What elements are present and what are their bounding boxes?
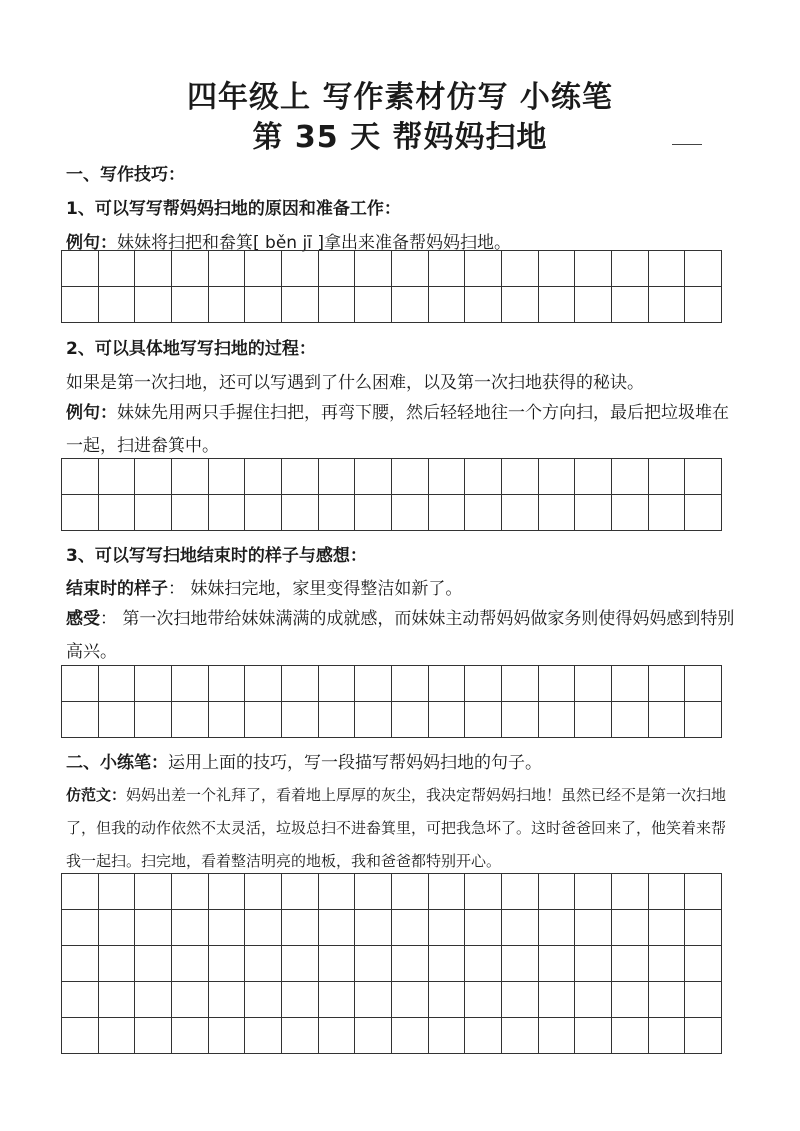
grid-cell[interactable] (575, 287, 612, 323)
grid-cell[interactable] (465, 459, 502, 495)
grid-cell[interactable] (135, 874, 172, 910)
grid-cell[interactable] (319, 666, 356, 702)
grid-cell[interactable] (282, 287, 319, 323)
writing-grid-1[interactable] (61, 250, 722, 323)
grid-cell[interactable] (612, 1018, 649, 1054)
tip-2-example (66, 397, 738, 463)
grid-cell[interactable] (135, 495, 172, 531)
grid-cell[interactable] (355, 702, 392, 738)
page-subtitle: 第 35 天 帮妈妈扫地 (252, 120, 548, 155)
grid-cell[interactable] (99, 910, 136, 946)
grid-cell[interactable] (649, 910, 686, 946)
grid-cell[interactable] (172, 874, 209, 910)
grid-cell[interactable] (135, 910, 172, 946)
grid-cell[interactable] (282, 459, 319, 495)
grid-cell[interactable] (62, 910, 99, 946)
grid-cell[interactable] (502, 910, 539, 946)
grid-cell[interactable] (502, 946, 539, 982)
grid-cell[interactable] (429, 287, 466, 323)
grid-cell[interactable] (429, 982, 466, 1018)
grid-cell[interactable] (685, 459, 722, 495)
tip-1-heading: 1、可以写写帮妈妈扫地的原因和准备工作： (66, 199, 401, 219)
grid-cell[interactable] (575, 982, 612, 1018)
grid-cell[interactable] (575, 874, 612, 910)
grid-cell[interactable] (392, 459, 429, 495)
grid-cell[interactable] (319, 1018, 356, 1054)
grid-cell[interactable] (62, 702, 99, 738)
grid-cell[interactable] (135, 946, 172, 982)
grid-cell[interactable] (99, 1018, 136, 1054)
grid-cell[interactable] (685, 251, 722, 287)
grid-cell[interactable] (355, 910, 392, 946)
model-essay-label: 仿范文： (66, 786, 127, 804)
grid-cell[interactable] (209, 287, 246, 323)
grid-cell[interactable] (649, 982, 686, 1018)
grid-cell[interactable] (172, 702, 209, 738)
grid-cell[interactable] (612, 910, 649, 946)
tip-3-ending (66, 574, 462, 599)
model-essay (66, 779, 738, 878)
grid-cell[interactable] (319, 287, 356, 323)
grid-cell[interactable] (429, 459, 466, 495)
grid-cell[interactable] (612, 874, 649, 910)
grid-cell[interactable] (465, 874, 502, 910)
example-text: 妹妹将扫把和畚箕[ běn jī ]拿出来准备帮妈妈扫地。 (117, 233, 511, 253)
grid-cell[interactable] (245, 910, 282, 946)
grid-cell[interactable] (319, 702, 356, 738)
grid-cell[interactable] (62, 495, 99, 531)
grid-cell[interactable] (392, 702, 429, 738)
grid-cell[interactable] (649, 1018, 686, 1054)
grid-cell[interactable] (465, 702, 502, 738)
grid-cell[interactable] (539, 702, 576, 738)
grid-cell[interactable] (62, 287, 99, 323)
grid-cell[interactable] (429, 946, 466, 982)
grid-cell[interactable] (392, 287, 429, 323)
grid-cell[interactable] (319, 251, 356, 287)
grid-cell[interactable] (135, 459, 172, 495)
grid-cell[interactable] (612, 702, 649, 738)
grid-cell[interactable] (429, 666, 466, 702)
grid-cell[interactable] (209, 874, 246, 910)
grid-cell[interactable] (62, 874, 99, 910)
grid-cell[interactable] (465, 666, 502, 702)
grid-cell[interactable] (612, 946, 649, 982)
grid-cell[interactable] (319, 459, 356, 495)
grid-cell[interactable] (539, 251, 576, 287)
grid-cell[interactable] (539, 666, 576, 702)
grid-cell[interactable] (429, 874, 466, 910)
example-label: 例句： (66, 403, 117, 423)
grid-cell[interactable] (502, 251, 539, 287)
grid-cell[interactable] (209, 982, 246, 1018)
grid-cell[interactable] (135, 1018, 172, 1054)
grid-cell[interactable] (209, 1018, 246, 1054)
grid-cell[interactable] (209, 910, 246, 946)
grid-cell[interactable] (392, 874, 429, 910)
tip-3-feeling (66, 603, 738, 669)
grid-cell[interactable] (392, 495, 429, 531)
grid-cell[interactable] (429, 251, 466, 287)
grid-cell[interactable] (685, 702, 722, 738)
grid-cell[interactable] (539, 982, 576, 1018)
grid-cell[interactable] (355, 287, 392, 323)
grid-cell[interactable] (209, 946, 246, 982)
grid-cell[interactable] (282, 946, 319, 982)
grid-cell[interactable] (465, 910, 502, 946)
grid-cell[interactable] (685, 1018, 722, 1054)
grid-cell[interactable] (392, 1018, 429, 1054)
grid-cell[interactable] (502, 495, 539, 531)
grid-cell[interactable] (245, 666, 282, 702)
grid-cell[interactable] (649, 495, 686, 531)
feeling-text: ： 第一次扫地带给妹妹满满的成就感，而妹妹主动帮妈妈做家务则使得妈妈感到特别高兴。 (66, 609, 735, 662)
section-2-heading (66, 748, 542, 773)
grid-cell[interactable] (282, 666, 319, 702)
grid-cell[interactable] (575, 702, 612, 738)
model-essay-text: 妈妈出差一个礼拜了，看着地上厚厚的灰尘，我决定帮妈妈扫地！虽然已经不是第一次扫地了，但我的动作依然不太灵活，垃圾总扫不进畚箕里，可把我急坏了。这时爸爸回来了，他笑着来帮我一起扫。扫完地，看着整洁明亮的地板，我和爸爸都特别开心。 (66, 786, 727, 870)
section-1-heading: 一、写作技巧： (66, 165, 185, 185)
grid-cell[interactable] (392, 251, 429, 287)
writing-grid-2[interactable] (61, 458, 722, 531)
grid-cell[interactable] (612, 459, 649, 495)
grid-cell[interactable] (502, 666, 539, 702)
grid-cell[interactable] (685, 666, 722, 702)
grid-cell[interactable] (612, 982, 649, 1018)
grid-cell[interactable] (575, 1018, 612, 1054)
writing-grid-4[interactable] (61, 873, 722, 1054)
grid-cell[interactable] (282, 702, 319, 738)
grid-cell[interactable] (685, 287, 722, 323)
tip-2-heading: 2、可以具体地写写扫地的过程： (66, 339, 316, 359)
grid-cell[interactable] (539, 287, 576, 323)
grid-cell[interactable] (649, 287, 686, 323)
grid-cell[interactable] (172, 287, 209, 323)
grid-cell[interactable] (135, 287, 172, 323)
section-2-instruction: 运用上面的技巧，写一段描写帮妈妈扫地的句子。 (168, 753, 542, 773)
grid-cell[interactable] (355, 495, 392, 531)
writing-grid-3[interactable] (61, 665, 722, 738)
grid-cell[interactable] (245, 459, 282, 495)
grid-cell[interactable] (355, 982, 392, 1018)
grid-cell[interactable] (575, 666, 612, 702)
grid-cell[interactable] (539, 910, 576, 946)
grid-cell[interactable] (99, 495, 136, 531)
grid-cell[interactable] (99, 874, 136, 910)
grid-cell[interactable] (502, 702, 539, 738)
grid-cell[interactable] (612, 666, 649, 702)
grid-cell[interactable] (355, 666, 392, 702)
grid-cell[interactable] (649, 251, 686, 287)
grid-cell[interactable] (245, 982, 282, 1018)
grid-cell[interactable] (209, 459, 246, 495)
grid-cell[interactable] (465, 287, 502, 323)
tip-3-heading: 3、可以写写扫地结束时的样子与感想： (66, 546, 367, 566)
grid-cell[interactable] (575, 946, 612, 982)
grid-cell[interactable] (172, 251, 209, 287)
grid-cell[interactable] (135, 982, 172, 1018)
grid-cell[interactable] (99, 702, 136, 738)
grid-cell[interactable] (99, 666, 136, 702)
grid-cell[interactable] (319, 982, 356, 1018)
grid-cell[interactable] (502, 1018, 539, 1054)
grid-cell[interactable] (62, 982, 99, 1018)
grid-cell[interactable] (392, 910, 429, 946)
grid-cell[interactable] (245, 287, 282, 323)
grid-cell[interactable] (209, 666, 246, 702)
grid-cell[interactable] (502, 459, 539, 495)
grid-cell[interactable] (575, 495, 612, 531)
grid-cell[interactable] (429, 495, 466, 531)
grid-cell[interactable] (319, 495, 356, 531)
grid-cell[interactable] (282, 1018, 319, 1054)
grid-cell[interactable] (355, 946, 392, 982)
grid-cell[interactable] (355, 459, 392, 495)
grid-cell[interactable] (319, 874, 356, 910)
grid-cell[interactable] (429, 702, 466, 738)
grid-cell[interactable] (465, 946, 502, 982)
grid-cell[interactable] (465, 982, 502, 1018)
grid-cell[interactable] (245, 874, 282, 910)
grid-cell[interactable] (282, 251, 319, 287)
grid-cell[interactable] (649, 702, 686, 738)
grid-cell[interactable] (282, 495, 319, 531)
grid-cell[interactable] (649, 874, 686, 910)
grid-cell[interactable] (245, 251, 282, 287)
grid-cell[interactable] (172, 982, 209, 1018)
grid-cell[interactable] (685, 874, 722, 910)
grid-cell[interactable] (135, 666, 172, 702)
grid-cell[interactable] (319, 946, 356, 982)
grid-cell[interactable] (99, 251, 136, 287)
grid-cell[interactable] (392, 666, 429, 702)
grid-cell[interactable] (319, 910, 356, 946)
grid-cell[interactable] (282, 910, 319, 946)
grid-cell[interactable] (392, 982, 429, 1018)
grid-cell[interactable] (612, 495, 649, 531)
page-title: 四年级上 写作素材仿写 小练笔 (187, 80, 613, 115)
grid-cell[interactable] (355, 874, 392, 910)
grid-cell[interactable] (392, 946, 429, 982)
grid-cell[interactable] (209, 702, 246, 738)
grid-cell[interactable] (245, 946, 282, 982)
section-2-label: 二、小练笔： (66, 753, 168, 773)
example-label: 例句： (66, 233, 117, 253)
feeling-label: 感受 (66, 609, 100, 629)
grid-cell[interactable] (465, 495, 502, 531)
grid-cell[interactable] (245, 702, 282, 738)
grid-cell[interactable] (612, 251, 649, 287)
grid-cell[interactable] (429, 1018, 466, 1054)
grid-cell[interactable] (62, 251, 99, 287)
grid-cell[interactable] (685, 495, 722, 531)
grid-cell[interactable] (355, 1018, 392, 1054)
grid-cell[interactable] (172, 1018, 209, 1054)
grid-cell[interactable] (539, 874, 576, 910)
grid-cell[interactable] (539, 459, 576, 495)
grid-cell[interactable] (172, 459, 209, 495)
grid-cell[interactable] (539, 1018, 576, 1054)
grid-cell[interactable] (172, 910, 209, 946)
grid-cell[interactable] (685, 910, 722, 946)
grid-cell[interactable] (135, 251, 172, 287)
grid-cell[interactable] (685, 982, 722, 1018)
grid-cell[interactable] (99, 982, 136, 1018)
grid-cell[interactable] (135, 702, 172, 738)
grid-cell[interactable] (502, 982, 539, 1018)
grid-cell[interactable] (575, 251, 612, 287)
grid-cell[interactable] (502, 287, 539, 323)
decorative-dash (672, 144, 702, 145)
grid-cell[interactable] (245, 495, 282, 531)
grid-cell[interactable] (99, 459, 136, 495)
grid-cell[interactable] (62, 1018, 99, 1054)
grid-cell[interactable] (649, 459, 686, 495)
grid-cell[interactable] (465, 1018, 502, 1054)
grid-cell[interactable] (465, 251, 502, 287)
grid-cell[interactable] (539, 946, 576, 982)
tip-2-note: 如果是第一次扫地，还可以写遇到了什么困难，以及第一次扫地获得的秘诀。 (66, 373, 644, 393)
grid-cell[interactable] (575, 459, 612, 495)
grid-cell[interactable] (62, 946, 99, 982)
grid-cell[interactable] (245, 1018, 282, 1054)
example-text: 妹妹先用两只手握住扫把，再弯下腰，然后轻轻地往一个方向扫，最后把垃圾堆在一起，扫进畚箕中。 (66, 403, 729, 456)
grid-cell[interactable] (575, 910, 612, 946)
grid-cell[interactable] (172, 495, 209, 531)
grid-cell[interactable] (172, 946, 209, 982)
grid-cell[interactable] (502, 874, 539, 910)
grid-cell[interactable] (429, 910, 466, 946)
grid-cell[interactable] (649, 666, 686, 702)
ending-label: 结束时的样子 (66, 579, 168, 599)
grid-cell[interactable] (99, 287, 136, 323)
grid-cell[interactable] (62, 459, 99, 495)
grid-cell[interactable] (685, 946, 722, 982)
ending-text: ： 妹妹扫完地，家里变得整洁如新了。 (168, 579, 463, 599)
grid-cell[interactable] (282, 874, 319, 910)
grid-cell[interactable] (62, 666, 99, 702)
grid-cell[interactable] (539, 495, 576, 531)
grid-cell[interactable] (649, 946, 686, 982)
grid-cell[interactable] (209, 251, 246, 287)
grid-cell[interactable] (209, 495, 246, 531)
grid-cell[interactable] (612, 287, 649, 323)
grid-cell[interactable] (355, 251, 392, 287)
grid-cell[interactable] (172, 666, 209, 702)
grid-cell[interactable] (99, 946, 136, 982)
grid-cell[interactable] (282, 982, 319, 1018)
